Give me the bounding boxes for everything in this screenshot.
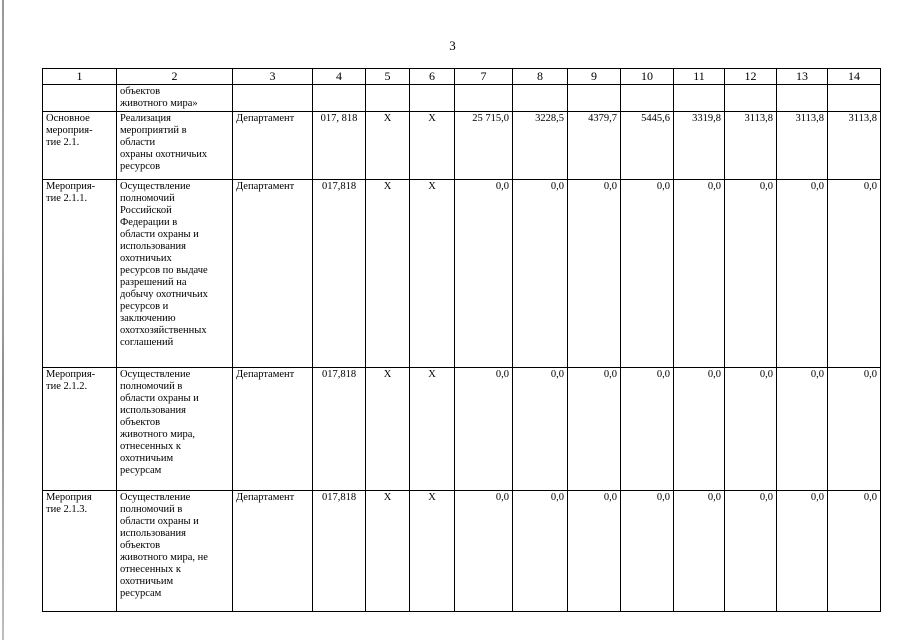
value-cell [777, 85, 828, 112]
row-description: Осуществление полномочий в области охраны и использования объектов животного мира, не отнесенных к охотничьим ресурсам [117, 491, 233, 612]
column-header: 13 [777, 69, 828, 85]
value-cell: 0,0 [828, 491, 881, 612]
column-header: 14 [828, 69, 881, 85]
code-cell: 017,818 [313, 368, 366, 491]
table-row [43, 180, 881, 368]
code-cell: 017, 818 [313, 112, 366, 180]
row-description: Осуществление полномочий в области охраны и использования объектов животного мира, отнесенных к охотничьим ресурсам [117, 368, 233, 491]
value-cell: 0,0 [777, 491, 828, 612]
value-cell: 0,0 [568, 180, 621, 368]
row-label: Мероприя- тие 2.1.1. [43, 180, 117, 368]
row-description: Реализация мероприятий в области охраны охотничьих ресурсов [117, 112, 233, 180]
column-header: 2 [117, 69, 233, 85]
column-header: 10 [621, 69, 674, 85]
value-cell: 0,0 [568, 491, 621, 612]
header-row [43, 69, 881, 85]
value-cell: 0,0 [621, 180, 674, 368]
mark-cell: X [410, 112, 455, 180]
value-cell: 3319,8 [674, 112, 725, 180]
column-header: 7 [455, 69, 513, 85]
mark-cell: X [366, 368, 410, 491]
responsible-cell: Департамент [233, 491, 313, 612]
value-cell [725, 85, 777, 112]
mark-cell: X [366, 112, 410, 180]
value-cell: 0,0 [455, 491, 513, 612]
value-cell: 0,0 [828, 368, 881, 491]
value-cell: 0,0 [568, 368, 621, 491]
column-header: 11 [674, 69, 725, 85]
table-row [43, 112, 881, 180]
mark-cell: X [410, 180, 455, 368]
scan-left-edge [2, 0, 4, 640]
mark-cell [366, 85, 410, 112]
responsible-cell [233, 85, 313, 112]
value-cell: 3113,8 [725, 112, 777, 180]
value-cell: 0,0 [513, 180, 568, 368]
value-cell: 0,0 [674, 491, 725, 612]
value-cell: 0,0 [513, 491, 568, 612]
mark-cell: X [366, 491, 410, 612]
value-cell: 3113,8 [828, 112, 881, 180]
mark-cell: X [410, 368, 455, 491]
value-cell [455, 85, 513, 112]
value-cell [828, 85, 881, 112]
value-cell: 3228,5 [513, 112, 568, 180]
table-row [43, 491, 881, 612]
value-cell: 0,0 [777, 368, 828, 491]
responsible-cell: Департамент [233, 180, 313, 368]
code-cell: 017,818 [313, 491, 366, 612]
table-row [43, 368, 881, 491]
value-cell: 0,0 [828, 180, 881, 368]
budget-table [42, 68, 881, 612]
value-cell: 25 715,0 [455, 112, 513, 180]
responsible-cell: Департамент [233, 112, 313, 180]
value-cell [674, 85, 725, 112]
value-cell: 0,0 [455, 180, 513, 368]
row-label: Мероприя тие 2.1.3. [43, 491, 117, 612]
column-header: 4 [313, 69, 366, 85]
column-header: 6 [410, 69, 455, 85]
row-label: Основное мероприя- тие 2.1. [43, 112, 117, 180]
mark-cell: X [410, 491, 455, 612]
mark-cell: X [366, 180, 410, 368]
value-cell: 0,0 [621, 368, 674, 491]
value-cell [568, 85, 621, 112]
value-cell: 0,0 [777, 180, 828, 368]
column-header: 8 [513, 69, 568, 85]
page-number: 3 [449, 38, 456, 53]
row-label [43, 85, 117, 112]
value-cell: 3113,8 [777, 112, 828, 180]
column-header: 5 [366, 69, 410, 85]
value-cell: 0,0 [621, 491, 674, 612]
row-label: Мероприя- тие 2.1.2. [43, 368, 117, 491]
mark-cell [410, 85, 455, 112]
value-cell: 0,0 [513, 368, 568, 491]
value-cell: 0,0 [455, 368, 513, 491]
code-cell: 017,818 [313, 180, 366, 368]
row-description: Осуществление полномочий Российской Федерации в области охраны и использования охотничьих ресурсов по выдаче разрешений на добычу охотничьих ресурсов и заключению охотхозяйственных соглашений [117, 180, 233, 368]
value-cell: 0,0 [674, 368, 725, 491]
value-cell: 0,0 [725, 368, 777, 491]
code-cell [313, 85, 366, 112]
value-cell [513, 85, 568, 112]
column-header: 9 [568, 69, 621, 85]
value-cell: 0,0 [725, 180, 777, 368]
table-row [43, 85, 881, 112]
column-header: 12 [725, 69, 777, 85]
column-header: 1 [43, 69, 117, 85]
value-cell [621, 85, 674, 112]
value-cell: 4379,7 [568, 112, 621, 180]
column-header: 3 [233, 69, 313, 85]
responsible-cell: Департамент [233, 368, 313, 491]
value-cell: 5445,6 [621, 112, 674, 180]
value-cell: 0,0 [674, 180, 725, 368]
value-cell: 0,0 [725, 491, 777, 612]
row-description: объектов животного мира» [117, 85, 233, 112]
